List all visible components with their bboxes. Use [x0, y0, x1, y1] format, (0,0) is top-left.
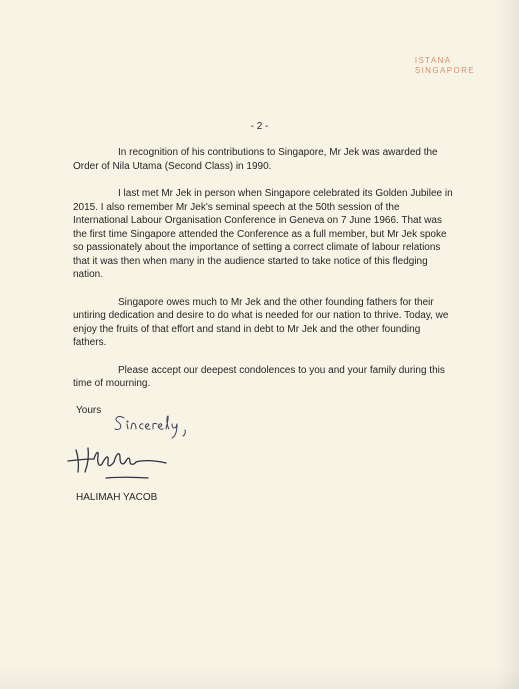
letter-body — [73, 146, 453, 405]
signature-image — [66, 442, 186, 484]
letterhead-line-1: ISTANA — [414, 56, 452, 65]
paragraph-2: I last met Mr Jek in person when Singapore celebrated its Golden Jubilee in 2015. I also remember Mr Jek's seminal speech at the 50th session of the International Labour Organisation Conference in Geneva on 7 June 1966. That was the first time Singapore attended the Conference as a full member, but Mr Jek spoke so passionately about the importance of setting a correct climate of labour relations that it was then when many in the audience started to take notice of this fledging nation. — [73, 188, 453, 280]
paragraph-1: In recognition of his contributions to Singapore, Mr Jek was awarded the Order of Nila Utama (Second Class) in 1990. — [73, 147, 438, 172]
page-number: - 2 - — [250, 121, 269, 132]
signatory-name: HALIMAH YACOB — [76, 492, 158, 503]
paper-shadow — [0, 667, 519, 689]
closing-printed: Yours — [76, 405, 102, 416]
paragraph-4: Please accept our deepest condolences to you and your family during this time of mourning. — [73, 364, 445, 389]
letterhead-line-2: SINGAPORE — [414, 66, 475, 75]
paragraph-3: Singapore owes much to Mr Jek and the other founding fathers for their untiring dedication and desire to do what is needed for our nation to thrive. Today, we enjoy the fruits of that effort and stand in debt to Mr Jek and the other founding fathers. — [73, 296, 449, 348]
letterhead — [415, 56, 475, 76]
handwritten-closing — [112, 412, 222, 442]
